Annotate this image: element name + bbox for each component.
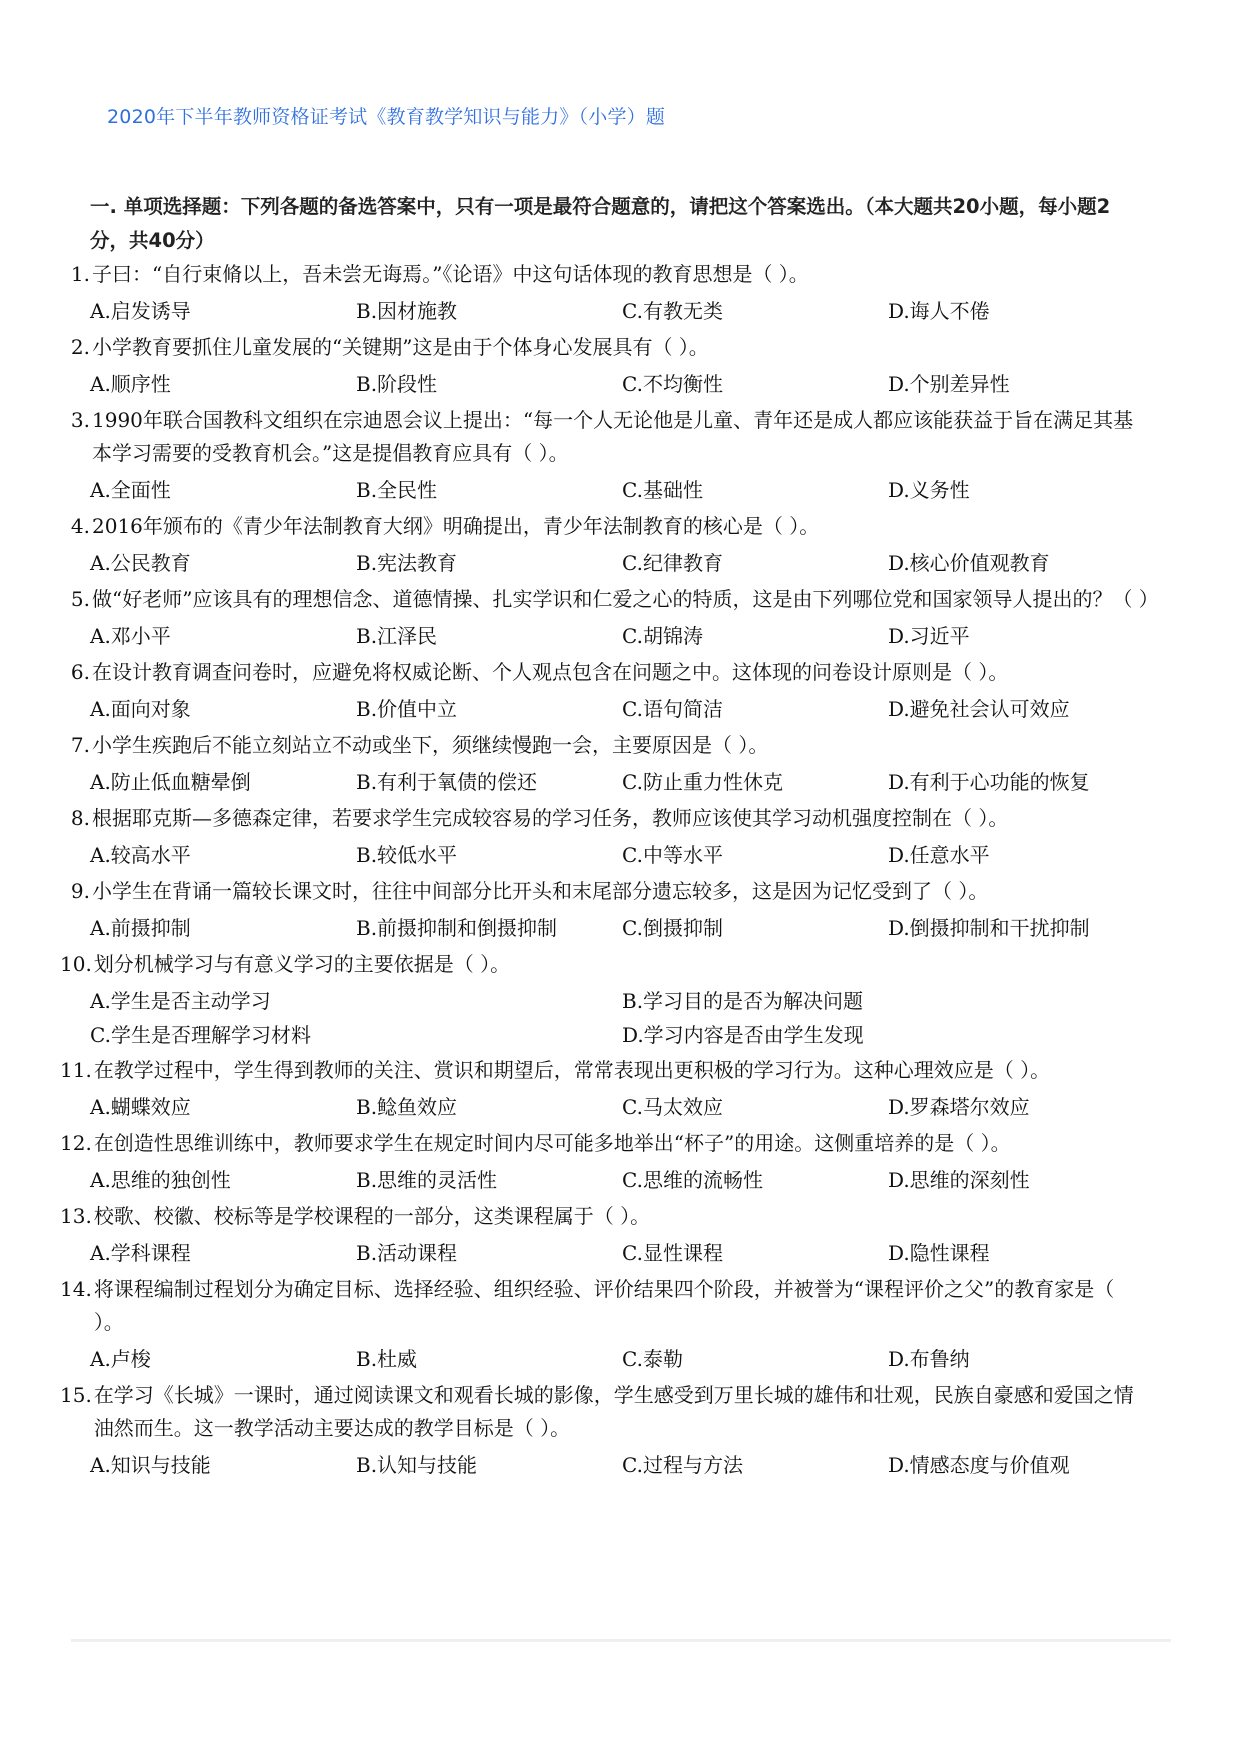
option-a: A.卢梭 <box>90 1347 151 1371</box>
question-text: 在学习《长城》一课时，通过阅读课文和观看长城的影像，学生感受到万里长城的雄伟和壮观，民族自豪感和爱国之情油然而生。这一教学活动主要达成的教学目标是（ ）。 <box>93 1383 1134 1440</box>
question-1 <box>60 258 1150 331</box>
option-a: A.面向对象 <box>90 697 191 721</box>
option-d: D.隐性课程 <box>888 1241 990 1265</box>
option-d: D.思维的深刻性 <box>888 1168 1030 1192</box>
question-text: 根据耶克斯—多德森定律，若要求学生完成较容易的学习任务，教师应该使其学习动机强度控制在（ ）。 <box>92 806 1009 830</box>
option-d: D.个别差异性 <box>888 372 1010 396</box>
option-a: A.顺序性 <box>90 372 171 396</box>
question-text: 子曰：“自行束脩以上，吾未尝无诲焉。”《论语》中这句话体现的教育思想是（ ）。 <box>92 262 809 286</box>
question-7 <box>60 729 1150 802</box>
option-b: B.思维的灵活性 <box>356 1168 498 1192</box>
question-15 <box>60 1379 1150 1485</box>
option-d: D.罗森塔尔效应 <box>888 1095 1030 1119</box>
question-number: 2. <box>70 335 90 359</box>
section-heading: 一. 单项选择题：下列各题的备选答案中，只有一项是最符合题意的，请把这个答案选出。（本大题共20小题，每小题2分，共40分） <box>90 195 1111 252</box>
option-b: B.江泽民 <box>356 624 438 648</box>
question-9 <box>60 875 1150 948</box>
question-number: 15. <box>60 1383 92 1407</box>
option-d: D.诲人不倦 <box>888 299 990 323</box>
option-d: D.义务性 <box>888 478 970 502</box>
question-number: 4. <box>70 514 90 538</box>
question-list <box>60 258 1159 1485</box>
question-4 <box>60 510 1150 583</box>
question-number: 1. <box>70 262 90 286</box>
option-a: A.学科课程 <box>90 1241 191 1265</box>
option-c: C.思维的流畅性 <box>622 1168 763 1192</box>
option-d: D.倒摄抑制和干扰抑制 <box>888 916 1090 940</box>
question-text: 在创造性思维训练中，教师要求学生在规定时间内尽可能多地举出“杯子”的用途。这侧重培养的是（ ）。 <box>93 1131 1011 1155</box>
option-b: B.因材施教 <box>356 299 458 323</box>
question-14 <box>60 1273 1150 1379</box>
option-c: C.过程与方法 <box>622 1453 743 1477</box>
question-12 <box>60 1127 1150 1200</box>
option-c: C.语句简洁 <box>622 697 723 721</box>
question-number: 14. <box>60 1277 92 1301</box>
question-text: 划分机械学习与有意义学习的主要依据是（ ）。 <box>93 952 511 976</box>
option-a: A.思维的独创性 <box>90 1168 231 1192</box>
option-c: C.显性课程 <box>622 1241 723 1265</box>
page-title: 2020年下半年教师资格证考试《教育教学知识与能力》（小学）题 <box>107 106 666 128</box>
option-d: D.避免社会认可效应 <box>888 697 1070 721</box>
question-number: 6. <box>70 660 90 684</box>
option-c: C.学生是否理解学习材料 <box>90 1023 311 1047</box>
question-text: 在设计教育调查问卷时，应避免将权威论断、个人观点包含在问题之中。这体现的问卷设计原则是（ ）。 <box>92 660 1009 684</box>
question-text: 校歌、校徽、校标等是学校课程的一部分，这类课程属于（ ）。 <box>93 1204 651 1228</box>
page-divider <box>71 1639 1171 1642</box>
option-a: A.全面性 <box>90 478 171 502</box>
option-b: B.较低水平 <box>356 843 458 867</box>
question-number: 8. <box>70 806 90 830</box>
option-a: A.知识与技能 <box>90 1453 211 1477</box>
question-10 <box>60 948 1150 1052</box>
option-d: D.习近平 <box>888 624 970 648</box>
question-3 <box>60 404 1150 510</box>
question-number: 5. <box>70 587 90 611</box>
option-d: D.布鲁纳 <box>888 1347 970 1371</box>
question-number: 9. <box>70 879 90 903</box>
option-c: C.防止重力性休克 <box>622 770 783 794</box>
option-c: C.泰勒 <box>622 1347 683 1371</box>
option-a: A.邓小平 <box>90 624 171 648</box>
option-d: D.核心价值观教育 <box>888 551 1050 575</box>
option-c: C.有教无类 <box>622 299 723 323</box>
option-a: A.公民教育 <box>90 551 191 575</box>
question-6 <box>60 656 1150 729</box>
question-8 <box>60 802 1150 875</box>
question-number: 3. <box>70 408 90 432</box>
question-text: 做“好老师”应该具有的理想信念、道德情操、扎实学识和仁爱之心的特质，这是由下列哪位党和国家领导人提出的？（ ） <box>92 587 1159 611</box>
question-number: 11. <box>60 1058 92 1082</box>
question-text: 小学生疾跑后不能立刻站立不动或坐下，须继续慢跑一会，主要原因是（ ）。 <box>92 733 769 757</box>
option-b: B.前摄抑制和倒摄抑制 <box>356 916 558 940</box>
option-d: D.有利于心功能的恢复 <box>888 770 1090 794</box>
option-b: B.杜威 <box>356 1347 418 1371</box>
question-13 <box>60 1200 1150 1273</box>
option-b: B.阶段性 <box>356 372 438 396</box>
question-text: 2016年颁布的《青少年法制教育大纲》明确提出，青少年法制教育的核心是（ ）。 <box>92 514 820 538</box>
option-b: B.宪法教育 <box>356 551 458 575</box>
question-number: 10. <box>60 952 92 976</box>
option-c: C.胡锦涛 <box>622 624 703 648</box>
option-c: C.纪律教育 <box>622 551 723 575</box>
option-a: A.前摄抑制 <box>90 916 191 940</box>
question-text: 在教学过程中，学生得到教师的关注、赏识和期望后，常常表现出更积极的学习行为。这种心理效应是（ ）。 <box>93 1058 1051 1082</box>
option-a: A.防止低血糖晕倒 <box>90 770 251 794</box>
question-5 <box>60 583 1159 656</box>
option-c: C.不均衡性 <box>622 372 723 396</box>
option-d: D.学习内容是否由学生发现 <box>622 1023 864 1047</box>
question-text: 小学教育要抓住儿童发展的“关键期”这是由于个体身心发展具有（ ）。 <box>92 335 709 359</box>
option-b: B.全民性 <box>356 478 438 502</box>
option-d: D.情感态度与价值观 <box>888 1453 1070 1477</box>
question-text: 1990年联合国教科文组织在宗迪恩会议上提出：“每一个人无论他是儿童、青年还是成人都应该能获益于旨在满足其基本学习需要的受教育机会。”这是提倡教育应具有（ ）。 <box>92 408 1134 465</box>
question-number: 7. <box>70 733 90 757</box>
option-b: B.鲶鱼效应 <box>356 1095 458 1119</box>
option-a: A.学生是否主动学习 <box>90 989 271 1013</box>
question-11 <box>60 1054 1150 1127</box>
option-b: B.有利于氧债的偿还 <box>356 770 538 794</box>
option-b: B.价值中立 <box>356 697 458 721</box>
option-c: C.基础性 <box>622 478 703 502</box>
question-text: 将课程编制过程划分为确定目标、选择经验、组织经验、评价结果四个阶段，并被誉为“课程评价之父”的教育家是（ ）。 <box>93 1277 1115 1334</box>
option-d: D.任意水平 <box>888 843 990 867</box>
option-a: A.较高水平 <box>90 843 191 867</box>
option-a: A.启发诱导 <box>90 299 191 323</box>
option-c: C.马太效应 <box>622 1095 723 1119</box>
option-b: B.学习目的是否为解决问题 <box>622 989 864 1013</box>
question-2 <box>60 331 1150 404</box>
question-text: 小学生在背诵一篇较长课文时，往往中间部分比开头和末尾部分遗忘较多，这是因为记忆受到了（ ）。 <box>92 879 989 903</box>
option-b: B.认知与技能 <box>356 1453 478 1477</box>
option-b: B.活动课程 <box>356 1241 458 1265</box>
question-number: 12. <box>60 1131 92 1155</box>
option-c: C.倒摄抑制 <box>622 916 723 940</box>
option-c: C.中等水平 <box>622 843 723 867</box>
option-a: A.蝴蝶效应 <box>90 1095 191 1119</box>
question-number: 13. <box>60 1204 92 1228</box>
